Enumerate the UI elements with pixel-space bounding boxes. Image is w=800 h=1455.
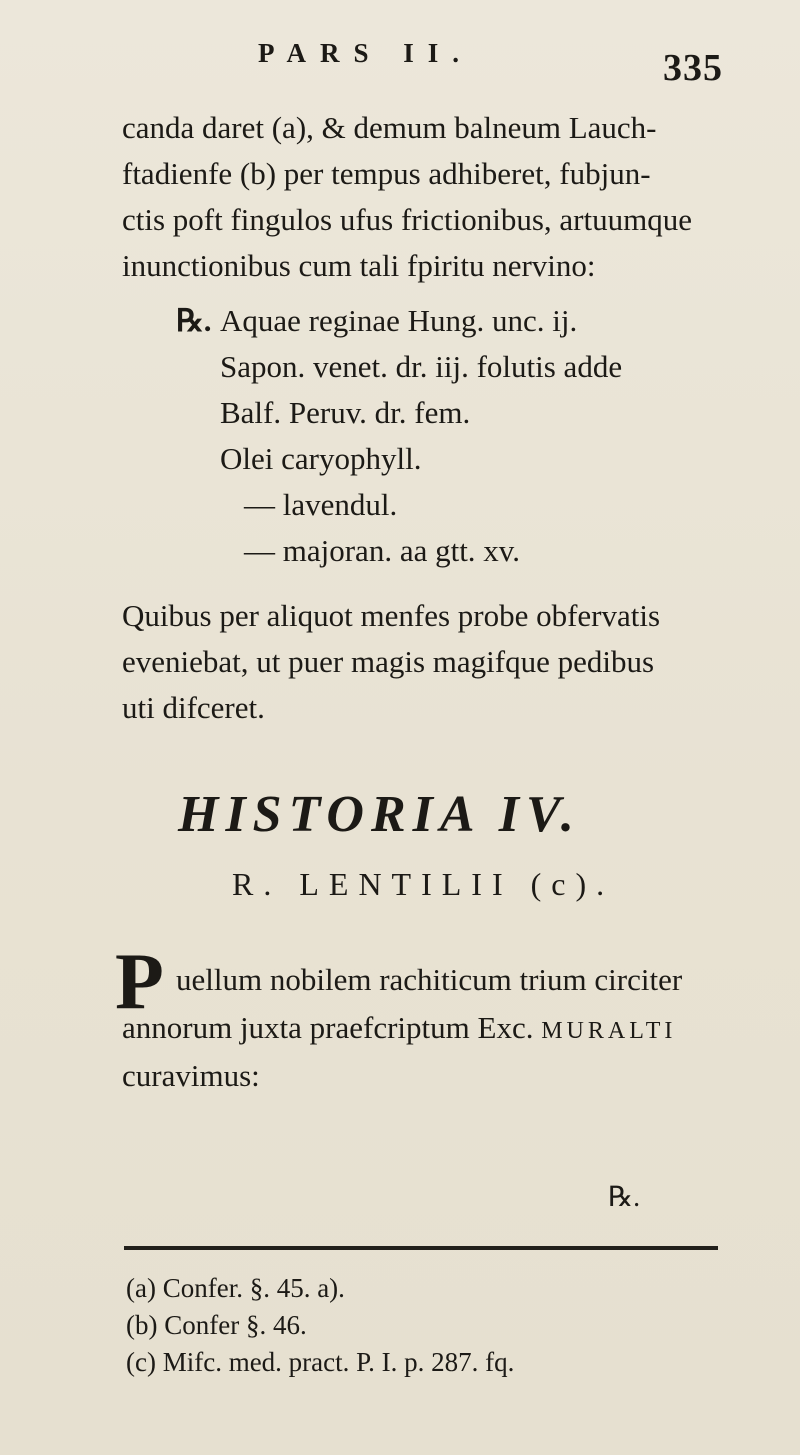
paragraph-2-line: uti difceret. bbox=[122, 690, 265, 725]
prescription-line: Sapon. venet. dr. iij. folutis adde bbox=[220, 349, 623, 384]
paragraph-1-line: inunctionibus cum tali fpiritu nervino: bbox=[122, 248, 596, 283]
section-subheading: R. LENTILII (c). bbox=[232, 866, 615, 902]
drop-cap: P bbox=[115, 938, 164, 1026]
paragraph-3-line: uellum nobilem rachiticum trium circiter bbox=[176, 962, 683, 997]
prescription-line: Aquae reginae Hung. unc. ij. bbox=[220, 303, 578, 338]
paragraph-1-line: ctis poft fingulos ufus frictionibus, artuumque bbox=[122, 202, 692, 237]
prescription-line: Balf. Peruv. dr. fem. bbox=[220, 395, 471, 430]
paragraph-2-line: Quibus per aliquot menfes probe obfervatis bbox=[122, 598, 661, 633]
recipe-symbol: ℞. bbox=[176, 303, 212, 338]
paragraph-1-line: ftadienfe (b) per tempus adhiberet, fubjun- bbox=[122, 156, 651, 191]
prescription-line: — majoran. aa gtt. xv. bbox=[244, 533, 521, 568]
footnote-rule bbox=[124, 1246, 718, 1250]
prescription-line: — lavendul. bbox=[244, 487, 398, 522]
paragraph-2-line: eveniebat, ut puer magis magifque pedibus bbox=[122, 644, 655, 679]
footnote: (c) Mifc. med. pract. P. I. p. 287. fq. bbox=[126, 1347, 515, 1377]
section-heading: HISTORIA IV. bbox=[178, 786, 581, 843]
paragraph-1-line: canda daret (a), & demum balneum Lauch- bbox=[122, 110, 657, 145]
footnote: (a) Confer. §. 45. a). bbox=[126, 1273, 345, 1303]
prescription-line: Olei caryophyll. bbox=[220, 441, 422, 476]
author-name-smallcaps: MURALTI bbox=[541, 1018, 677, 1044]
paragraph-3-line: curavimus: bbox=[122, 1058, 260, 1093]
paragraph-3-text: annorum juxta praefcriptum Exc. bbox=[122, 1010, 534, 1045]
page-number: 335 bbox=[663, 47, 723, 89]
footnote: (b) Confer §. 46. bbox=[126, 1310, 307, 1340]
paragraph-3-line bbox=[122, 1010, 676, 1046]
running-title: PARS II. bbox=[258, 38, 474, 68]
catchword: ℞. bbox=[608, 1182, 641, 1213]
